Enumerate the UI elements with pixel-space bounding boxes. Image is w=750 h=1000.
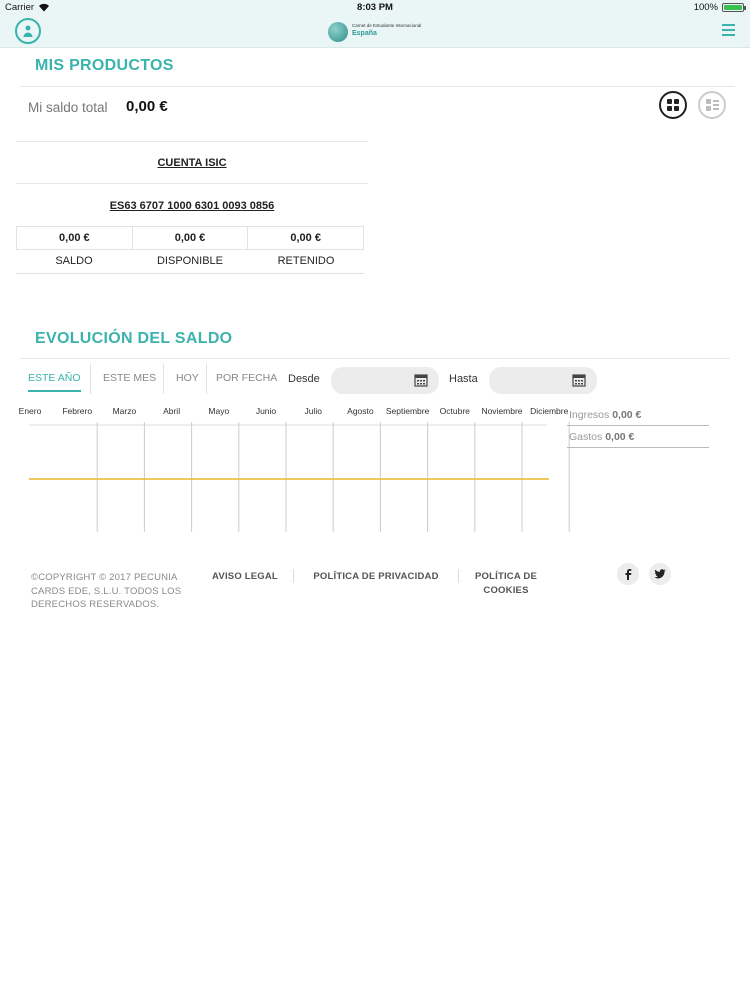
clock: 8:03 PM xyxy=(357,2,393,13)
x-tick-label: Noviembre xyxy=(481,406,523,416)
brand-logo xyxy=(328,20,428,42)
x-tick-label: Diciembre xyxy=(530,406,569,416)
gastos-summary xyxy=(567,427,709,448)
total-balance-label: Mi saldo total xyxy=(28,100,108,115)
x-tick-label: Septiembre xyxy=(385,406,430,416)
cookie-policy-link[interactable]: POLÍTICA DE COOKIES xyxy=(474,571,538,596)
disponible-value: 0,00 € xyxy=(133,227,249,249)
footer-separator xyxy=(293,569,294,583)
total-balance-value: 0,00 € xyxy=(126,98,168,115)
tab-por-fecha[interactable]: POR FECHA xyxy=(216,372,278,384)
grid-icon xyxy=(661,93,685,117)
x-tick-label: Mayo xyxy=(208,406,230,416)
balance-evolution-chart xyxy=(17,402,569,542)
tab-este-ano[interactable]: ESTE AÑO xyxy=(28,372,81,392)
user-icon xyxy=(23,25,33,37)
x-tick-label: Febrero xyxy=(62,406,93,416)
account-values-row xyxy=(16,226,364,250)
x-tick-label: Octubre xyxy=(439,406,470,416)
battery-percentage: 100% xyxy=(693,2,718,13)
globe-logo-icon xyxy=(328,22,348,42)
evolution-title: EVOLUCIÓN DEL SALDO xyxy=(35,330,233,347)
privacy-policy-link[interactable]: POLÍTICA DE PRIVACIDAD xyxy=(313,571,439,582)
status-bar xyxy=(0,0,750,14)
divider xyxy=(20,358,730,359)
logo-country: España xyxy=(352,30,377,37)
x-tick-label: Julio xyxy=(304,406,322,416)
retenido-value: 0,00 € xyxy=(290,232,321,244)
divider xyxy=(16,183,368,184)
twitter-icon xyxy=(654,568,666,580)
gastos-label: Gastos xyxy=(569,431,603,443)
logo-text: Carnet de Estudiante Internacional xyxy=(352,23,422,28)
saldo-label: SALDO xyxy=(55,255,93,267)
account-labels-row xyxy=(16,250,364,274)
products-title: MIS PRODUCTOS xyxy=(35,57,174,74)
tab-separator xyxy=(163,364,164,394)
tab-este-mes[interactable]: ESTE MES xyxy=(103,372,157,384)
x-tick-label: Agosto xyxy=(347,406,374,416)
x-tick-label: Enero xyxy=(18,406,42,416)
twitter-button[interactable] xyxy=(649,563,671,585)
hasta-label: Hasta xyxy=(449,373,478,385)
tab-separator xyxy=(206,364,207,394)
disponible-label: DISPONIBLE xyxy=(156,255,224,267)
calendar-icon[interactable] xyxy=(572,373,586,387)
divider xyxy=(20,86,735,87)
x-tick-label: Abril xyxy=(163,406,181,416)
tab-hoy[interactable]: HOY xyxy=(176,372,199,384)
list-view-button[interactable] xyxy=(698,91,726,119)
hamburger-menu-icon[interactable] xyxy=(722,24,735,36)
copyright-text: ©COPYRIGHT © 2017 PECUNIA CARDS EDE, S.L.U. TODOS LOS DERECHOS RESERVADOS. xyxy=(31,572,182,610)
x-tick-label: Junio xyxy=(255,406,277,416)
list-icon xyxy=(700,93,724,117)
carrier-label: Carrier xyxy=(5,2,35,13)
account-name-link[interactable]: CUENTA ISIC xyxy=(157,157,227,169)
saldo-value: 0,00 € xyxy=(17,227,133,249)
facebook-button[interactable] xyxy=(617,563,639,585)
grid-view-button[interactable] xyxy=(659,91,687,119)
ingresos-summary xyxy=(567,405,709,426)
desde-label: Desde xyxy=(288,373,320,385)
footer-separator xyxy=(458,569,459,583)
calendar-icon[interactable] xyxy=(414,373,428,387)
aviso-legal-link[interactable]: AVISO LEGAL xyxy=(212,571,278,582)
app-header xyxy=(0,14,750,48)
profile-button[interactable] xyxy=(15,18,41,44)
tab-separator xyxy=(90,364,91,394)
account-iban-link[interactable]: ES63 6707 1000 6301 0093 0856 xyxy=(109,200,275,212)
facebook-icon xyxy=(622,568,634,580)
ingresos-value: 0,00 € xyxy=(612,409,642,421)
battery-icon xyxy=(722,3,744,12)
gastos-value: 0,00 € xyxy=(605,431,635,443)
ingresos-label: Ingresos xyxy=(569,409,610,421)
divider xyxy=(16,141,368,142)
x-tick-label: Marzo xyxy=(112,406,137,416)
retenido-label: RETENIDO xyxy=(277,255,335,267)
